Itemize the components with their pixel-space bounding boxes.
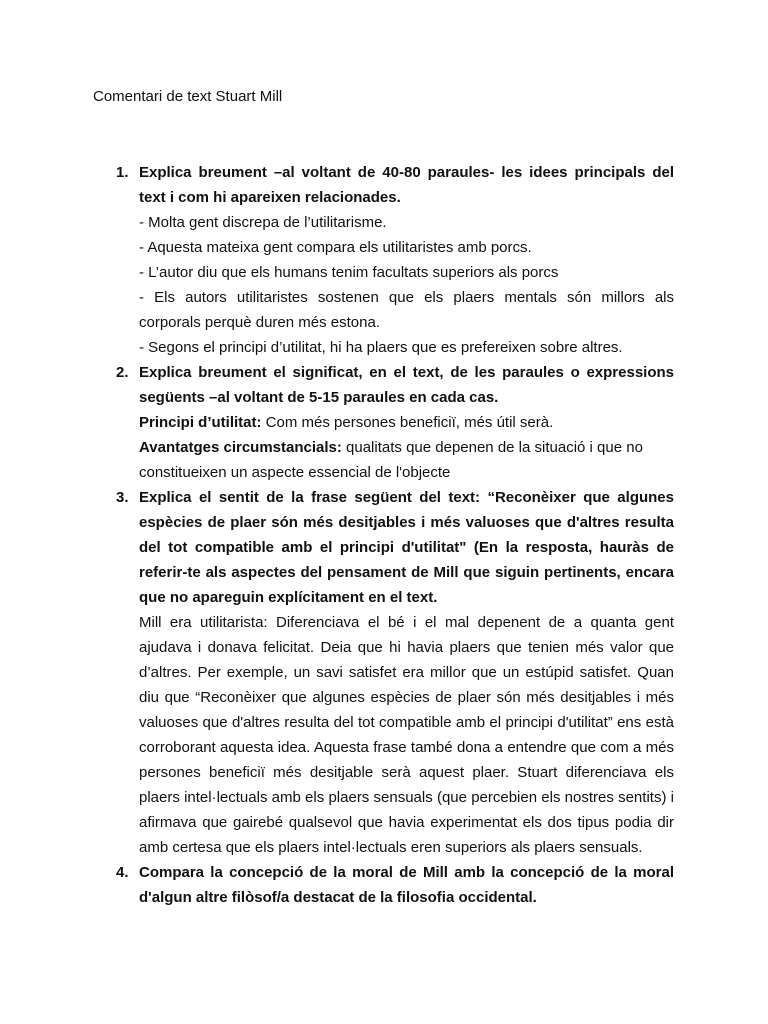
answer-paragraph: Mill era utilitarista: Diferenciava el bé i el mal depenent de a quanta gent ajudava i donava felicitat. Deia que hi havia plaers que tenien més valor que d’altres. Per exemple, un savi satisfet era millor que un estúpid satisfet. Quan diu que “Reconèixer que algunes espècies de plaer són més desitjables i més valuoses que d'altres resulta del tot compatible amb el principi d'utilitat” ens està corroborant aquesta idea. Aquesta frase també dona a entendre que com a més persones beneficiï més desitjable serà aquest plaer. Stuart diferenciava els plaers intel·lectuals amb els plaers sensuals (que percebien els nostres sentits) i afirmava que gairebé qualsevol que havia experimentat els dos tipus podia dir amb certesa que els plaers intel·lectuals eren superiors als plaers sensuals. (139, 614, 674, 856)
term-label: Principi d’utilitat: (139, 414, 262, 431)
question-1 (0, 160, 674, 360)
question-prompt: Explica breument el significat, en el text, de les paraules o expressions següents –al voltant de 5-15 paraules en cada cas. (139, 364, 674, 406)
term-definition (139, 410, 674, 435)
question-4 (0, 860, 674, 910)
term-definition (139, 435, 674, 485)
question-number: 4. (116, 864, 129, 881)
term-text: qualitats que depenen de la situació i que no constitueixen un aspecte essencial de l'objecte (139, 439, 643, 481)
question-number: 3. (116, 489, 129, 506)
answer-line: - Aquesta mateixa gent compara els utilitaristes amb porcs. (139, 239, 532, 256)
question-number: 1. (116, 164, 129, 181)
term-text: Com més persones beneficiï, més útil serà. (261, 414, 554, 431)
question-prompt: Explica el sentit de la frase següent del text: “Reconèixer que algunes espècies de plaer són més desitjables i més valuoses que d'altres resulta del tot compatible amb el principi d'utilitat" (En la resposta, hauràs de referir-te als aspectes del pensament de Mill que siguin pertinents, encara que no apareguin explícitament en el text. (139, 489, 674, 606)
question-prompt: Compara la concepció de la moral de Mill amb la concepció de la moral d'algun altre filòsof/a destacat de la filosofia occidental. (139, 864, 674, 906)
question-number: 2. (116, 364, 129, 381)
question-prompt: Explica breument –al voltant de 40-80 paraules- les idees principals del text i com hi apareixen relacionades. (139, 164, 674, 206)
question-3 (0, 485, 674, 860)
answer-line: - L’autor diu que els humans tenim facultats superiors als porcs (139, 264, 559, 281)
answer-list (139, 210, 674, 360)
answer-line: - Segons el principi d’utilitat, hi ha plaers que es prefereixen sobre altres. (139, 339, 623, 356)
question-list (0, 160, 768, 910)
answer-line: - Els autors utilitaristes sostenen que els plaers mentals són millors als corporals perquè duren més estona. (139, 289, 674, 331)
term-label: Avantatges circumstancials: (139, 439, 342, 456)
question-2 (0, 360, 674, 485)
document-title: Comentari de text Stuart Mill (93, 88, 283, 105)
term-definitions (139, 410, 674, 485)
answer-line: - Molta gent discrepa de l’utilitarisme. (139, 214, 387, 231)
